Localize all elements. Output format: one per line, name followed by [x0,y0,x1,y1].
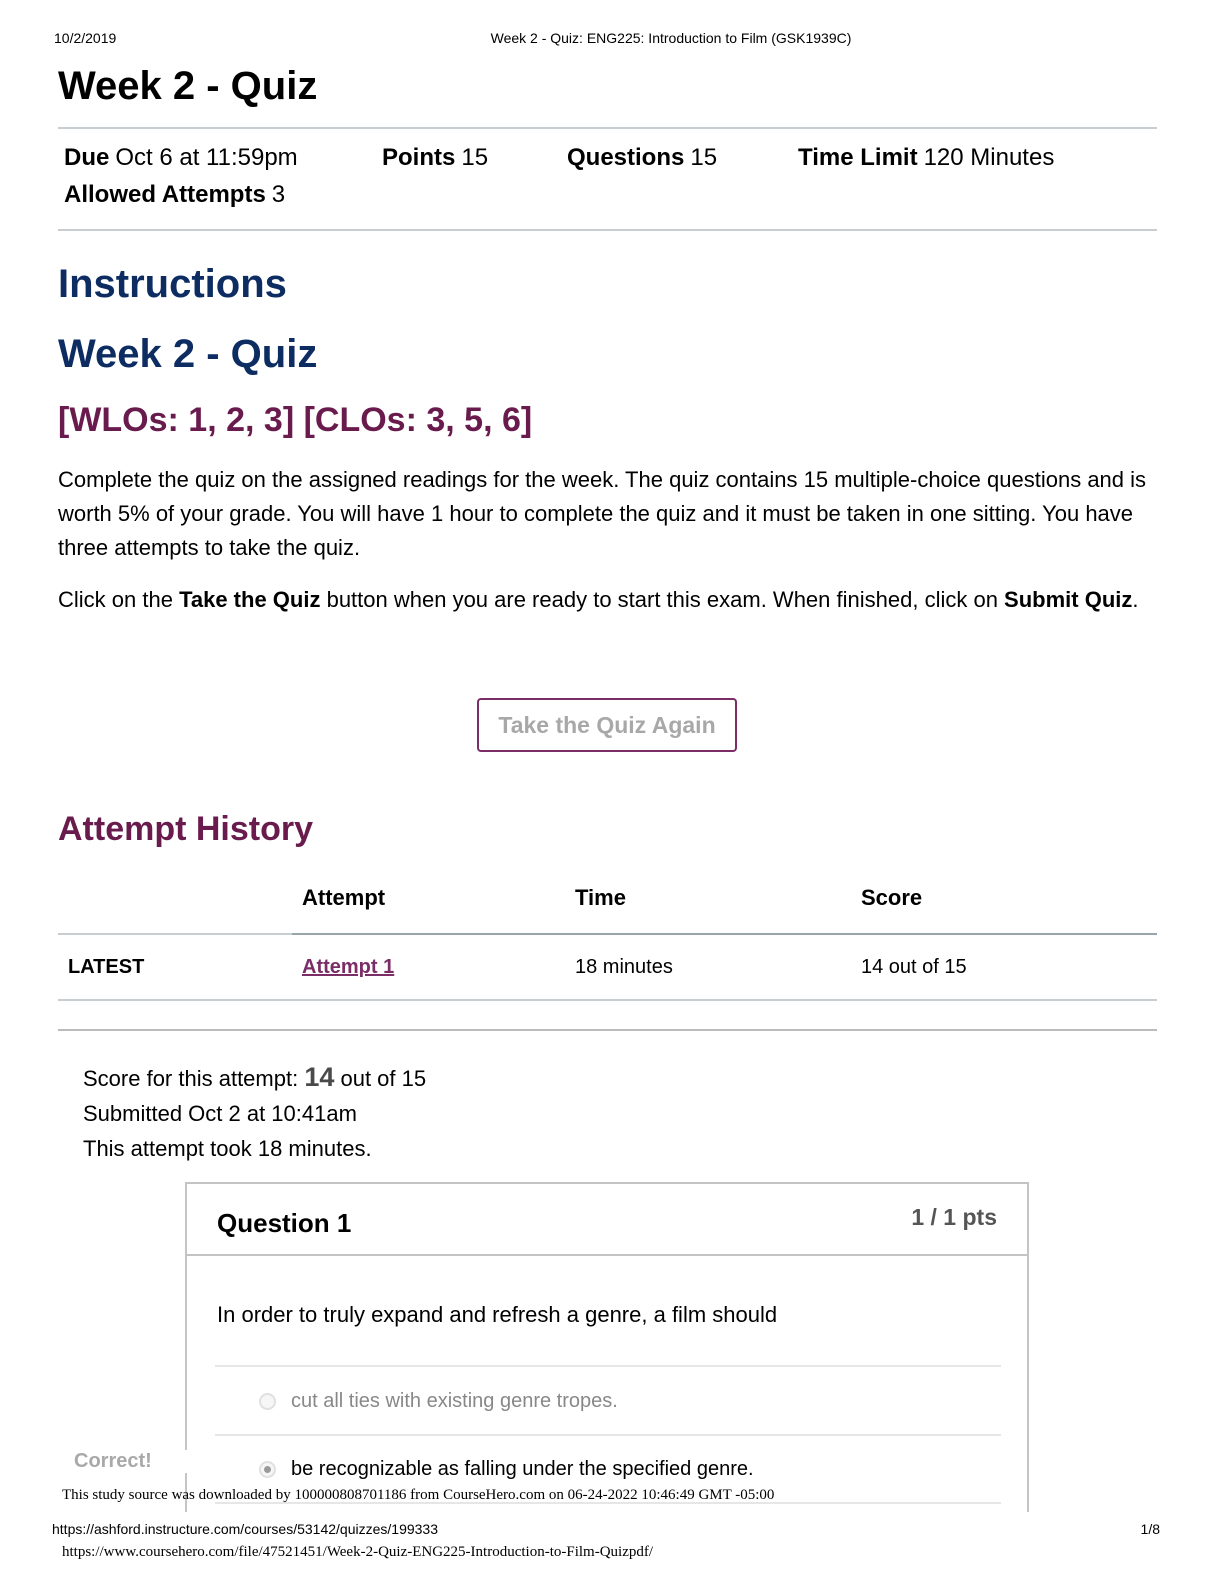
column-header-score: Score [861,885,923,910]
text: Click on the [58,587,180,612]
attempt-status: LATEST [68,956,145,978]
text: . [1132,587,1139,612]
table-header-row [58,870,1157,934]
instructions-subheading: Week 2 - Quiz [58,332,318,376]
column-header-time: Time [575,885,626,910]
meta-time-limit-label: Time Limit [798,144,918,171]
text: Score for this attempt: [83,1066,305,1091]
meta-attempts-label: Allowed Attempts [64,181,266,208]
meta-allowed-attempts [64,181,285,209]
meta-questions-label: Questions [567,144,685,171]
divider [58,127,1157,129]
print-date: 10/2/2019 [54,30,117,46]
text: button when you are ready to start this exam. When finished, click on [320,587,1005,612]
divider [58,999,1157,1001]
submitted-line: Submitted Oct 2 at 10:41am [83,1101,357,1126]
meta-points-value: 15 [461,144,489,171]
correct-answer-label: Correct! [74,1450,212,1473]
attempt-summary [83,1060,426,1166]
attempt-history-table [58,870,1157,1000]
divider [215,1434,1001,1436]
score-value: 14 [304,1062,335,1092]
submit-quiz-reference: Submit Quiz [1004,587,1133,612]
attempt-link[interactable]: Attempt 1 [302,956,395,978]
radio-unselected-icon[interactable] [259,1393,276,1410]
meta-points-label: Points [382,144,456,171]
meta-due-value: Oct 6 at 11:59pm [115,144,298,171]
download-watermark: This study source was downloaded by 100000808701186 from CourseHero.com on 06-24-2022 10:46:49 GMT -05:00 [62,1487,775,1503]
duration-line: This attempt took 18 minutes. [83,1136,372,1161]
radio-selected-icon[interactable] [259,1461,276,1478]
instructions-heading: Instructions [58,262,287,306]
meta-questions [567,144,717,172]
meta-time-limit [798,144,1054,172]
print-header [0,30,1224,48]
take-quiz-again-button[interactable]: Take the Quiz Again [477,698,737,752]
table-row [58,934,1157,1000]
question-text: In order to truly expand and refresh a genre, a film should [217,1302,778,1327]
footer-page-number: 1/8 [1140,1521,1160,1537]
meta-due-label: Due [64,144,110,171]
instructions-paragraph-submit [58,583,1158,617]
divider [215,1365,1001,1367]
page-title: Week 2 - Quiz [58,64,318,108]
meta-due [64,144,298,172]
footer-source-url: https://www.coursehero.com/file/47521451/Week-2-Quiz-ENG225-Introduction-to-Film-Quizpdf/ [62,1544,654,1560]
divider [58,1029,1157,1031]
learning-outcomes: [WLOs: 1, 2, 3] [CLOs: 3, 5, 6] [58,401,533,439]
footer-url: https://ashford.instructure.com/courses/53142/quizzes/199333 [52,1521,438,1537]
column-header-attempt: Attempt [302,885,386,910]
attempt-history-heading: Attempt History [58,810,314,848]
score-line [83,1060,426,1096]
question-title: Question 1 [217,1208,352,1238]
print-title: Week 2 - Quiz: ENG225: Introduction to Film (GSK1939C) [490,30,852,46]
text: out of 15 [334,1066,427,1091]
meta-time-limit-value: 120 Minutes [923,144,1055,171]
question-header [187,1184,1027,1256]
answer-option-selected[interactable] [259,1458,754,1481]
answer-option[interactable] [259,1390,618,1413]
take-quiz-reference: Take the Quiz [179,587,321,612]
meta-attempts-value: 3 [271,181,286,208]
instructions-paragraph: Complete the quiz on the assigned readings for the week. The quiz contains 15 multiple-choice questions and is worth 5% of your grade. You will have 1 hour to complete the quiz and it must be taken in one sitting. You have three attempts to take the quiz. [58,467,1147,560]
meta-questions-value: 15 [690,144,718,171]
meta-points [382,144,488,172]
attempt-time: 18 minutes [575,956,673,978]
divider [58,229,1157,231]
attempt-score: 14 out of 15 [861,956,967,978]
answer-text: cut all ties with existing genre tropes. [291,1390,618,1412]
answer-text: be recognizable as falling under the specified genre. [291,1458,754,1480]
question-points: 1 / 1 pts [911,1204,997,1230]
